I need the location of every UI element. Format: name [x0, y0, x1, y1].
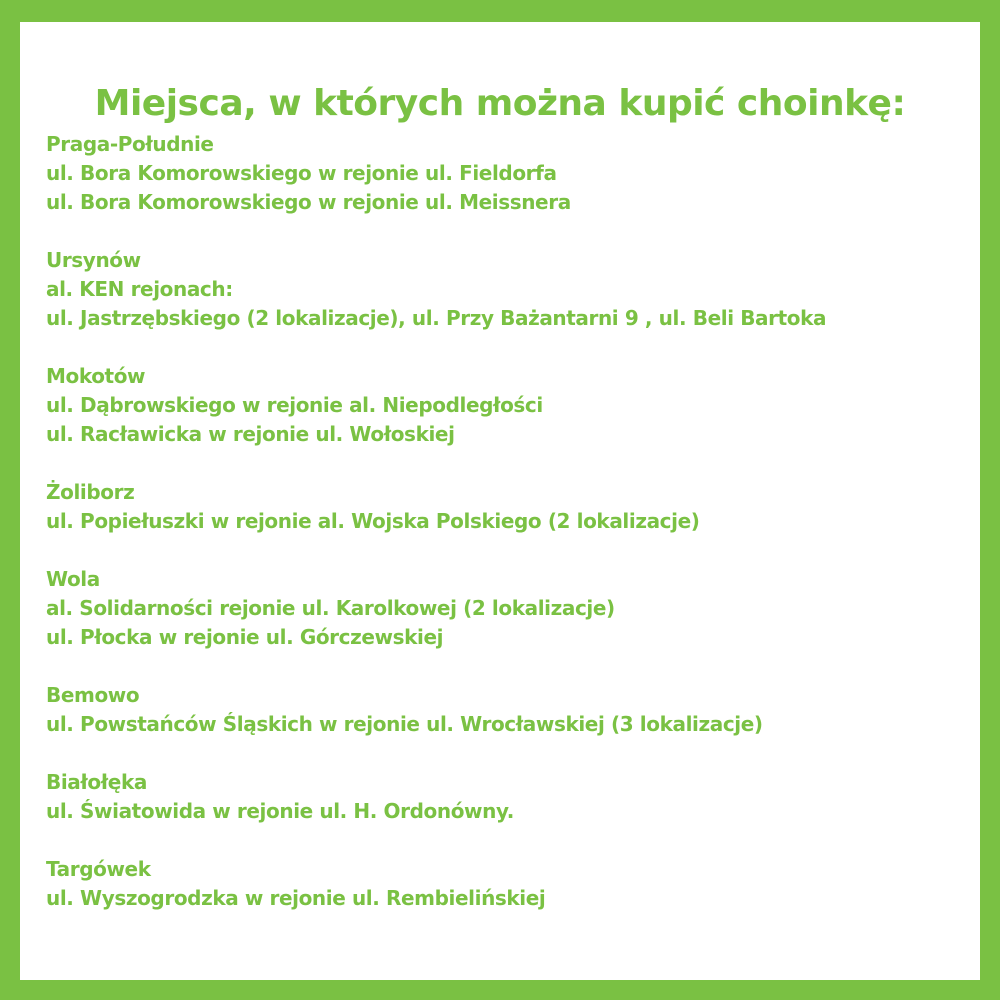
- district-name: Mokotów: [46, 364, 146, 388]
- address-line: ul. Bora Komorowskiego w rejonie ul. Fieldorfa: [46, 161, 557, 185]
- district-name: Bemowo: [46, 683, 140, 707]
- address-line: ul. Powstańców Śląskich w rejonie ul. Wrocławskiej (3 lokalizacje): [46, 712, 763, 736]
- content-card: [20, 22, 980, 980]
- district-block: [46, 855, 966, 913]
- address-line: ul. Popiełuszki w rejonie al. Wojska Polskiego (2 lokalizacje): [46, 509, 700, 533]
- page-title: Miejsca, w których można kupić choinkę:: [94, 83, 906, 124]
- district-name: Praga-Południe: [46, 132, 214, 156]
- address-line: ul. Dąbrowskiego w rejonie al. Niepodległości: [46, 393, 543, 417]
- district-name: Targówek: [46, 857, 151, 881]
- district-name: Ursynów: [46, 248, 141, 272]
- district-block: [46, 478, 966, 536]
- address-line: al. KEN rejonach:: [46, 277, 233, 301]
- district-block: [46, 130, 966, 217]
- district-list: [46, 130, 966, 942]
- address-line: ul. Światowida w rejonie ul. H. Ordonówny.: [46, 799, 514, 823]
- address-line: al. Solidarności rejonie ul. Karolkowej (2 lokalizacje): [46, 596, 615, 620]
- address-line: ul. Wyszogrodzka w rejonie ul. Rembielińskiej: [46, 886, 546, 910]
- district-block: [46, 565, 966, 652]
- address-line: ul. Bora Komorowskiego w rejonie ul. Meissnera: [46, 190, 571, 214]
- district-block: [46, 246, 966, 333]
- district-block: [46, 768, 966, 826]
- address-line: ul. Jastrzębskiego (2 lokalizacje), ul. Przy Bażantarni 9 , ul. Beli Bartoka: [46, 306, 827, 330]
- address-line: ul. Racławicka w rejonie ul. Wołoskiej: [46, 422, 455, 446]
- district-name: Białołęka: [46, 770, 147, 794]
- address-line: ul. Płocka w rejonie ul. Górczewskiej: [46, 625, 444, 649]
- district-block: [46, 681, 966, 739]
- district-block: [46, 362, 966, 449]
- district-name: Żoliborz: [46, 480, 135, 504]
- district-name: Wola: [46, 567, 100, 591]
